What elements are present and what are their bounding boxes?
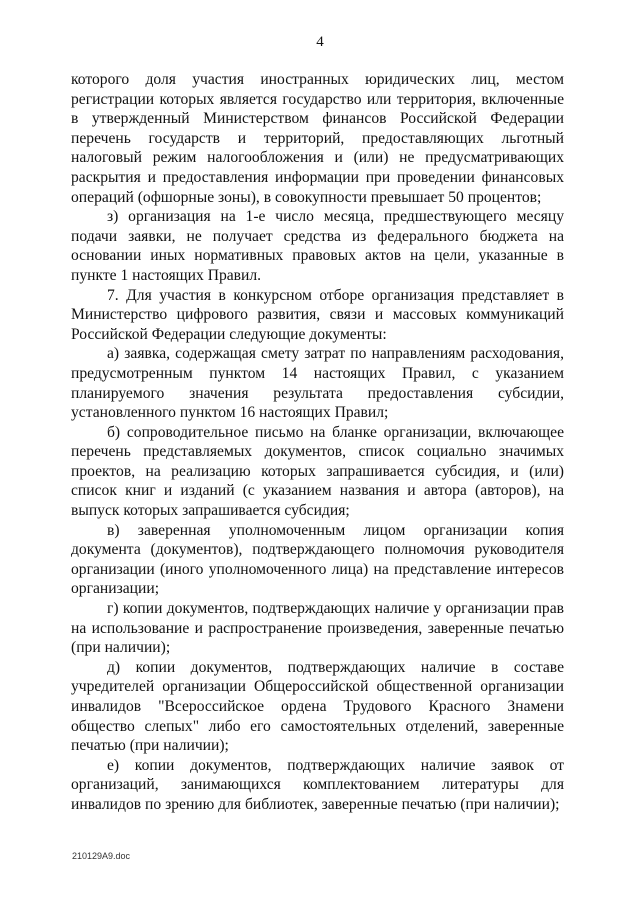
paragraph-item-b: б) сопроводительное письмо на бланке организации, включающее перечень представляемых документов, список социально значимых проектов, на реализацию которых запрашивается субсидия, и (или) список книг и изданий (с указанием названия и автора (авторов), на выпуск которых запрашивается субсидия; xyxy=(71,423,564,520)
paragraph-continuation: которого доля участия иностранных юридических лиц, местом регистрации которых является государство или территория, включенные в утвержденный Министерством финансов Российской Федерации перечень государств и территорий, предоставляющих льготный налоговый режим налогообложения и (или) не предусматривающих раскрытия и предоставления информации при проведении финансовых операций (офшорные зоны), в совокупности превышает 50 процентов; xyxy=(71,71,564,206)
paragraph-item-z: з) организация на 1-е число месяца, предшествующего месяцу подачи заявки, не получает средства из федерального бюджета на основании иных нормативных правовых актов на цели, указанные в пункте 1 настоящих Правил. xyxy=(71,208,564,284)
paragraph-item-e: е) копии документов, подтверждающих наличие заявок от организаций, занимающихся комплектованием литературы для инвалидов по зрению для библиотек, заверенные печатью (при наличии); xyxy=(71,756,564,813)
paragraph-clause-7: 7. Для участия в конкурсном отборе организация представляет в Министерство цифрового развития, связи и массовых коммуникаций Российской Федерации следующие документы: xyxy=(71,286,564,343)
paragraph-item-v: в) заверенная уполномоченным лицом организации копия документа (документов), подтверждающего полномочия руководителя организации (иного уполномоченного лица) на представление интересов организации; xyxy=(71,521,564,598)
document-body xyxy=(71,70,564,815)
paragraph-item-g: г) копии документов, подтверждающих наличие у организации прав на использование и распространение произведения, заверенные печатью (при наличии); xyxy=(71,600,564,657)
footer-filename: 210129A9.doc xyxy=(72,851,131,861)
paragraph-item-a: а) заявка, содержащая смету затрат по направлениям расходования, предусмотренным пунктом 14 настоящих Правил, с указанием планируемого значения результата предоставления субсидии, установленного пунктом 16 настоящих Правил; xyxy=(71,345,564,422)
paragraph-item-d: д) копии документов, подтверждающих наличие в составе учредителей организации Общероссийской общественной организации инвалидов "Всероссийское ордена Трудового Красного Знамени общество слепых" либо его самостоятельных отделений, заверенные печатью (при наличии); xyxy=(71,658,564,755)
page-number: 4 xyxy=(316,34,324,50)
